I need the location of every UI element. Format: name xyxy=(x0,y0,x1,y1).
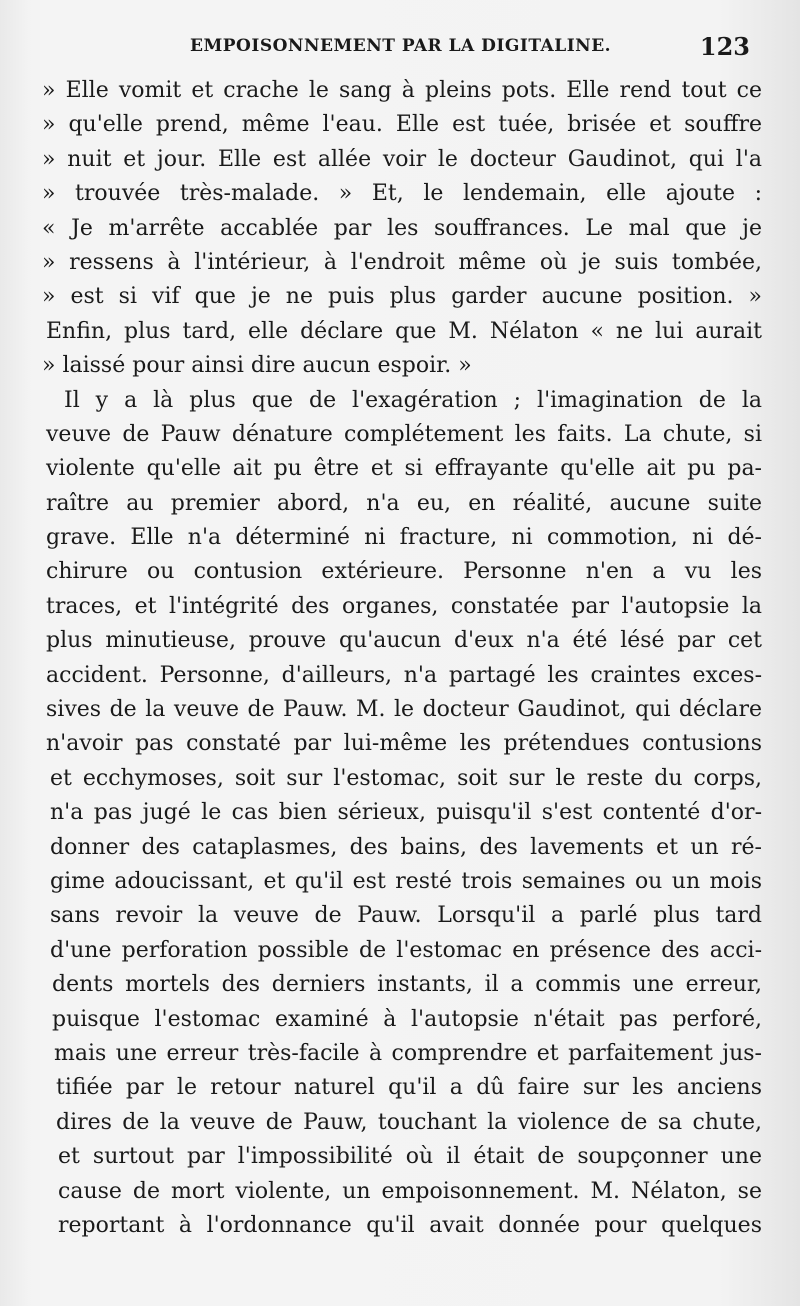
text-line: » trouvée très-malade. » Et, le lendemain, elle ajoute : xyxy=(42,181,762,207)
text-line: plus minutieuse, prouve qu'aucun d'eux n'a été lésé par cet xyxy=(46,628,762,654)
text-line: mais une erreur très-facile à comprendre et parfaitement jus- xyxy=(54,1040,762,1066)
text-line: reportant à l'ordonnance qu'il avait donnée pour quelques xyxy=(58,1212,762,1238)
text-line: cause de mort violente, un empoisonnement. M. Nélaton, se xyxy=(58,1178,762,1204)
text-line: veuve de Pauw dénature complétement les faits. La chute, si xyxy=(46,421,762,447)
text-line: « Je m'arrête accablée par les souffrances. Le mal que je xyxy=(42,215,762,241)
text-line: dires de la veuve de Pauw, touchant la violence de sa chute, xyxy=(56,1109,762,1135)
text-line: dents mortels des derniers instants, il a commis une erreur, xyxy=(52,972,762,998)
text-line: » laissé pour ainsi dire aucun espoir. » xyxy=(42,353,472,379)
page-header xyxy=(190,32,750,66)
text-line: sans revoir la veuve de Pauw. Lorsqu'il a parlé plus tard xyxy=(50,903,762,929)
running-title: EMPOISONNEMENT PAR LA DIGITALINE. xyxy=(190,36,612,56)
text-line: violente qu'elle ait pu être et si effrayante qu'elle ait pu pa- xyxy=(46,456,762,482)
page-number: 123 xyxy=(699,32,750,61)
text-line: traces, et l'intégrité des organes, constatée par l'autopsie la xyxy=(46,593,762,619)
text-line: et ecchymoses, soit sur l'estomac, soit sur le reste du corps, xyxy=(50,765,762,791)
text-line: tifiée par le retour naturel qu'il a dû faire sur les anciens xyxy=(56,1075,762,1101)
text-line: grave. Elle n'a déterminé ni fracture, ni commotion, ni dé- xyxy=(46,525,762,551)
text-line: n'avoir pas constaté par lui-même les prétendues contusions xyxy=(46,731,762,757)
text-line: puisque l'estomac examiné à l'autopsie n'était pas perforé, xyxy=(52,1006,762,1032)
text-line: n'a pas jugé le cas bien sérieux, puisqu'il s'est contenté d'or- xyxy=(50,800,762,826)
text-line: Il y a là plus que de l'exagération ; l'imagination de la xyxy=(64,387,762,413)
text-line: raître au premier abord, n'a eu, en réalité, aucune suite xyxy=(46,490,762,516)
text-line: » Elle vomit et crache le sang à pleins pots. Elle rend tout ce xyxy=(42,78,762,103)
text-line: donner des cataplasmes, des bains, des lavements et un ré- xyxy=(50,834,762,860)
text-line: d'une perforation possible de l'estomac en présence des acci- xyxy=(50,937,762,963)
text-line: sives de la veuve de Pauw. M. le docteur Gaudinot, qui déclare xyxy=(46,697,762,723)
text-line: et surtout par l'impossibilité où il était de soupçonner une xyxy=(58,1144,762,1170)
text-line: chirure ou contusion extérieure. Personne n'en a vu les xyxy=(46,559,762,585)
body-text xyxy=(42,74,762,1243)
text-line: » nuit et jour. Elle est allée voir le docteur Gaudinot, qui l'a xyxy=(42,146,762,172)
text-line: » ressens à l'intérieur, à l'endroit même où je suis tombée, xyxy=(42,249,762,275)
text-line: gime adoucissant, et qu'il est resté trois semaines ou un mois xyxy=(50,868,762,894)
text-line: » est si vif que je ne puis plus garder aucune position. » xyxy=(42,284,762,310)
text-line: accident. Personne, d'ailleurs, n'a partagé les craintes exces- xyxy=(46,662,762,688)
text-line: » qu'elle prend, même l'eau. Elle est tuée, brisée et souffre xyxy=(42,112,762,138)
text-line: Enfin, plus tard, elle déclare que M. Nélaton « ne lui aurait xyxy=(46,318,762,344)
